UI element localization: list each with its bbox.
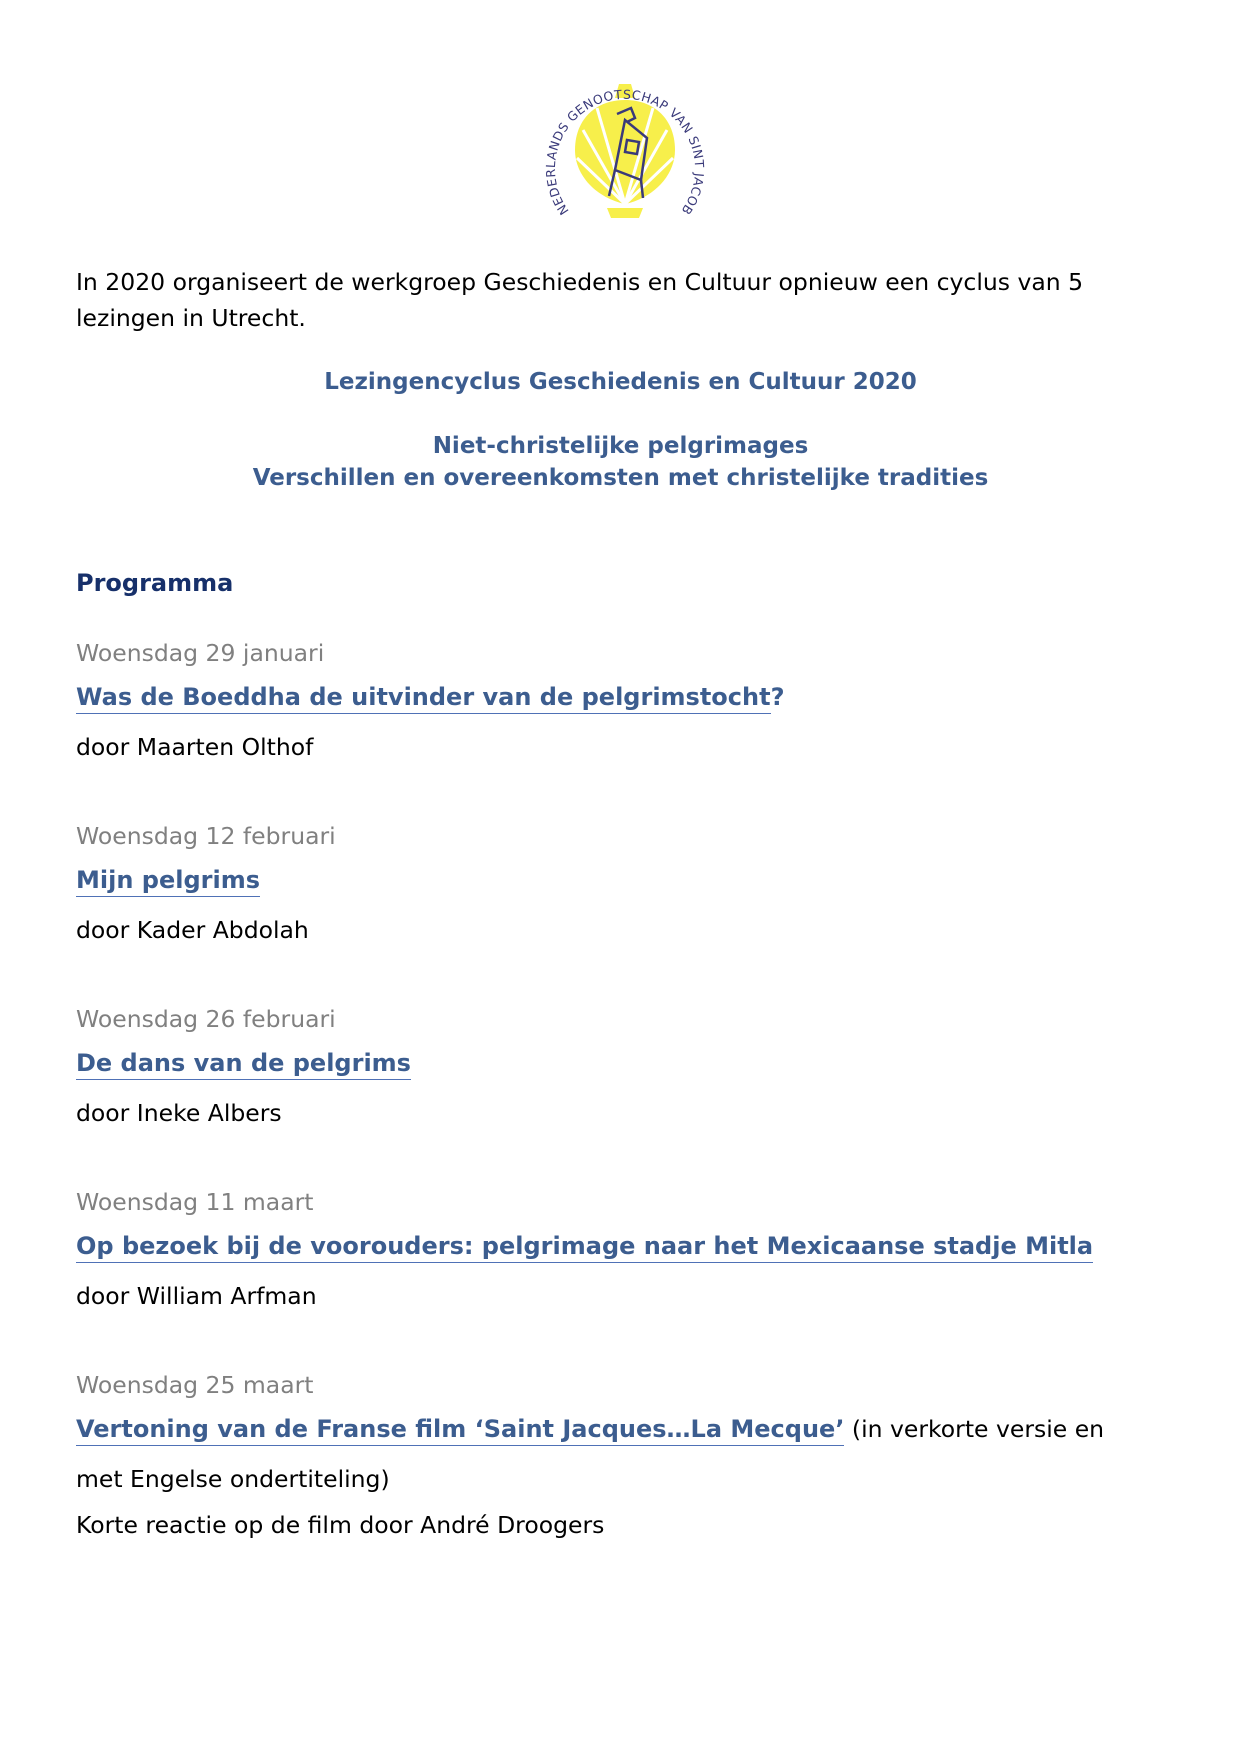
lecture-speaker: door Kader Abdolah	[76, 916, 309, 944]
lecture-date: Woensdag 11 maart	[76, 1188, 314, 1216]
lecture-title	[76, 683, 785, 714]
lecture-title	[76, 1049, 411, 1080]
intro-paragraph: In 2020 organiseert de werkgroep Geschiedenis en Cultuur opnieuw een cyclus van 5 lezingen in Utrecht.	[76, 268, 1084, 332]
lecture-date: Woensdag 12 februari	[76, 822, 336, 850]
section-heading: Programma	[76, 569, 234, 597]
lecture-date: Woensdag 29 januari	[76, 639, 325, 667]
theme-title: Niet-christelijke pelgrimages	[432, 433, 809, 459]
lecture-date: Woensdag 25 maart	[76, 1371, 314, 1399]
lecture-title	[76, 1415, 1104, 1446]
lecture-title	[76, 1232, 1093, 1263]
logo-ring-text: NEDERLANDS GENOOTSCHAP VAN SINT JACOB	[542, 86, 708, 218]
theme-subtitle: Verschillen en overeenkomsten met christelijke tradities	[252, 465, 989, 491]
lecture-title-link[interactable]: Op bezoek bij de voorouders: pelgrimage naar het Mexicaanse stadje Mitla	[76, 1232, 1093, 1263]
lecture-speaker: door Maarten Olthof	[76, 733, 314, 761]
lecture-note-continued: met Engelse ondertiteling)	[76, 1465, 390, 1493]
society-logo	[535, 58, 715, 238]
lecture-speaker: door William Arfman	[76, 1282, 317, 1310]
lecture-title-link[interactable]: De dans van de pelgrims	[76, 1049, 411, 1080]
cycle-title: Lezingencyclus Geschiedenis en Cultuur 2020	[324, 369, 917, 395]
lecture-title-link[interactable]: Vertoning van de Franse film ‘Saint Jacques…La Mecque’	[76, 1415, 844, 1446]
lecture-title-link[interactable]: Mijn pelgrims	[76, 866, 260, 897]
lecture-note: (in verkorte versie en	[844, 1415, 1105, 1443]
lecture-title-link[interactable]: Was de Boeddha de uitvinder van de pelgrimstocht	[76, 683, 771, 714]
lecture-date: Woensdag 26 februari	[76, 1005, 336, 1033]
lecture-speaker: door Ineke Albers	[76, 1099, 282, 1127]
lecture-title-suffix: ?	[770, 683, 785, 711]
lecture-title	[76, 866, 260, 897]
lecture-speaker: Korte reactie op de film door André Droogers	[76, 1511, 605, 1539]
